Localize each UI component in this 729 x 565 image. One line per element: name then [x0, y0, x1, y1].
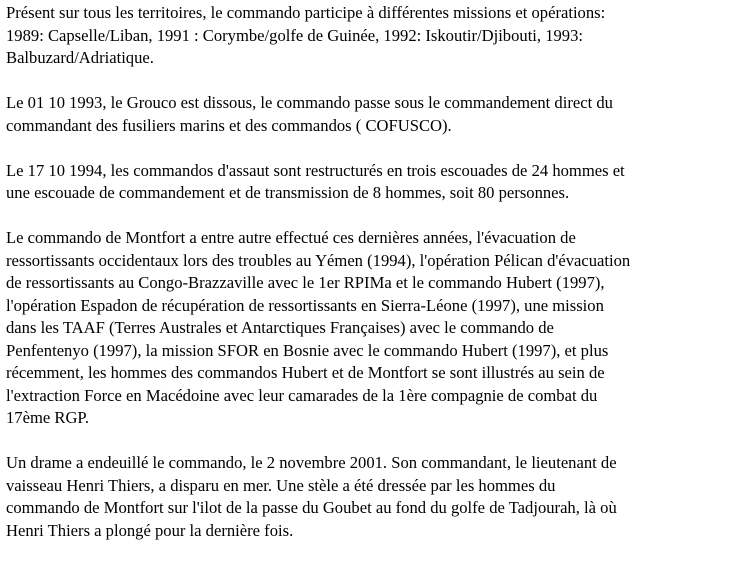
paragraph-grouco-dissolution	[6, 92, 729, 137]
text-line: récemment, les hommes des commandos Hubert et de Montfort se sont illustrés au sein de	[6, 363, 605, 382]
paragraph-missions	[6, 2, 729, 70]
text-line: l'opération Espadon de récupération de ressortissants en Sierra-Léone (1997), une mission	[6, 295, 604, 315]
paragraph-restructuring	[6, 160, 729, 205]
text-line: Le commando de Montfort a entre autre effectué ces dernières années, l'évacuation de	[6, 228, 576, 247]
text-line: Le 01 10 1993, le Grouco est dissous, le commando passe sous le commandement direct du	[6, 93, 613, 112]
text-line: 1989: Capselle/Liban, 1991 : Corymbe/golfe de Guinée, 1992: Iskoutir/Djibouti, 1993:	[6, 25, 584, 45]
text-line: de ressortissants au Congo-Brazzaville avec le 1er RPIMa et le commando Hubert (1997),	[6, 273, 605, 292]
text-line: l'extraction Force en Macédoine avec leur camarades de la 1ère compagnie de combat du	[6, 385, 598, 405]
text-line: vaisseau Henri Thiers, a disparu en mer. Une stèle a été dressée par les hommes du	[6, 475, 556, 495]
text-line: commando de Montfort sur l'ilot de la passe du Goubet au fond du golfe de Tadjourah, là où	[6, 498, 617, 517]
text-line: Présent sur tous les territoires, le commando participe à différentes missions et opérations:	[6, 3, 606, 22]
document-body	[6, 2, 729, 565]
text-line: ressortissants occidentaux lors des troubles au Yémen (1994), l'opération Pélican d'évacuation	[6, 250, 631, 270]
text-line: Penfentenyo (1997), la mission SFOR en Bosnie avec le commando Hubert (1997), et plus	[6, 340, 609, 360]
text-line: 17ème RGP.	[6, 408, 89, 427]
paragraph-operations	[6, 227, 729, 430]
text-line: commandant des fusiliers marins et des commandos ( COFUSCO).	[6, 115, 452, 135]
text-line: Henri Thiers a plongé pour la dernière fois.	[6, 520, 294, 540]
paragraph-tragedy	[6, 452, 729, 542]
text-line: Balbuzard/Adriatique.	[6, 48, 154, 67]
text-line: Le 17 10 1994, les commandos d'assaut sont restructurés en trois escouades de 24 hommes et	[6, 160, 625, 180]
text-line: Un drame a endeuillé le commando, le 2 novembre 2001. Son commandant, le lieutenant de	[6, 453, 617, 472]
text-line: une escouade de commandement et de transmission de 8 hommes, soit 80 personnes.	[6, 183, 570, 202]
text-line: dans les TAAF (Terres Australes et Antarctiques Françaises) avec le commando de	[6, 318, 554, 337]
